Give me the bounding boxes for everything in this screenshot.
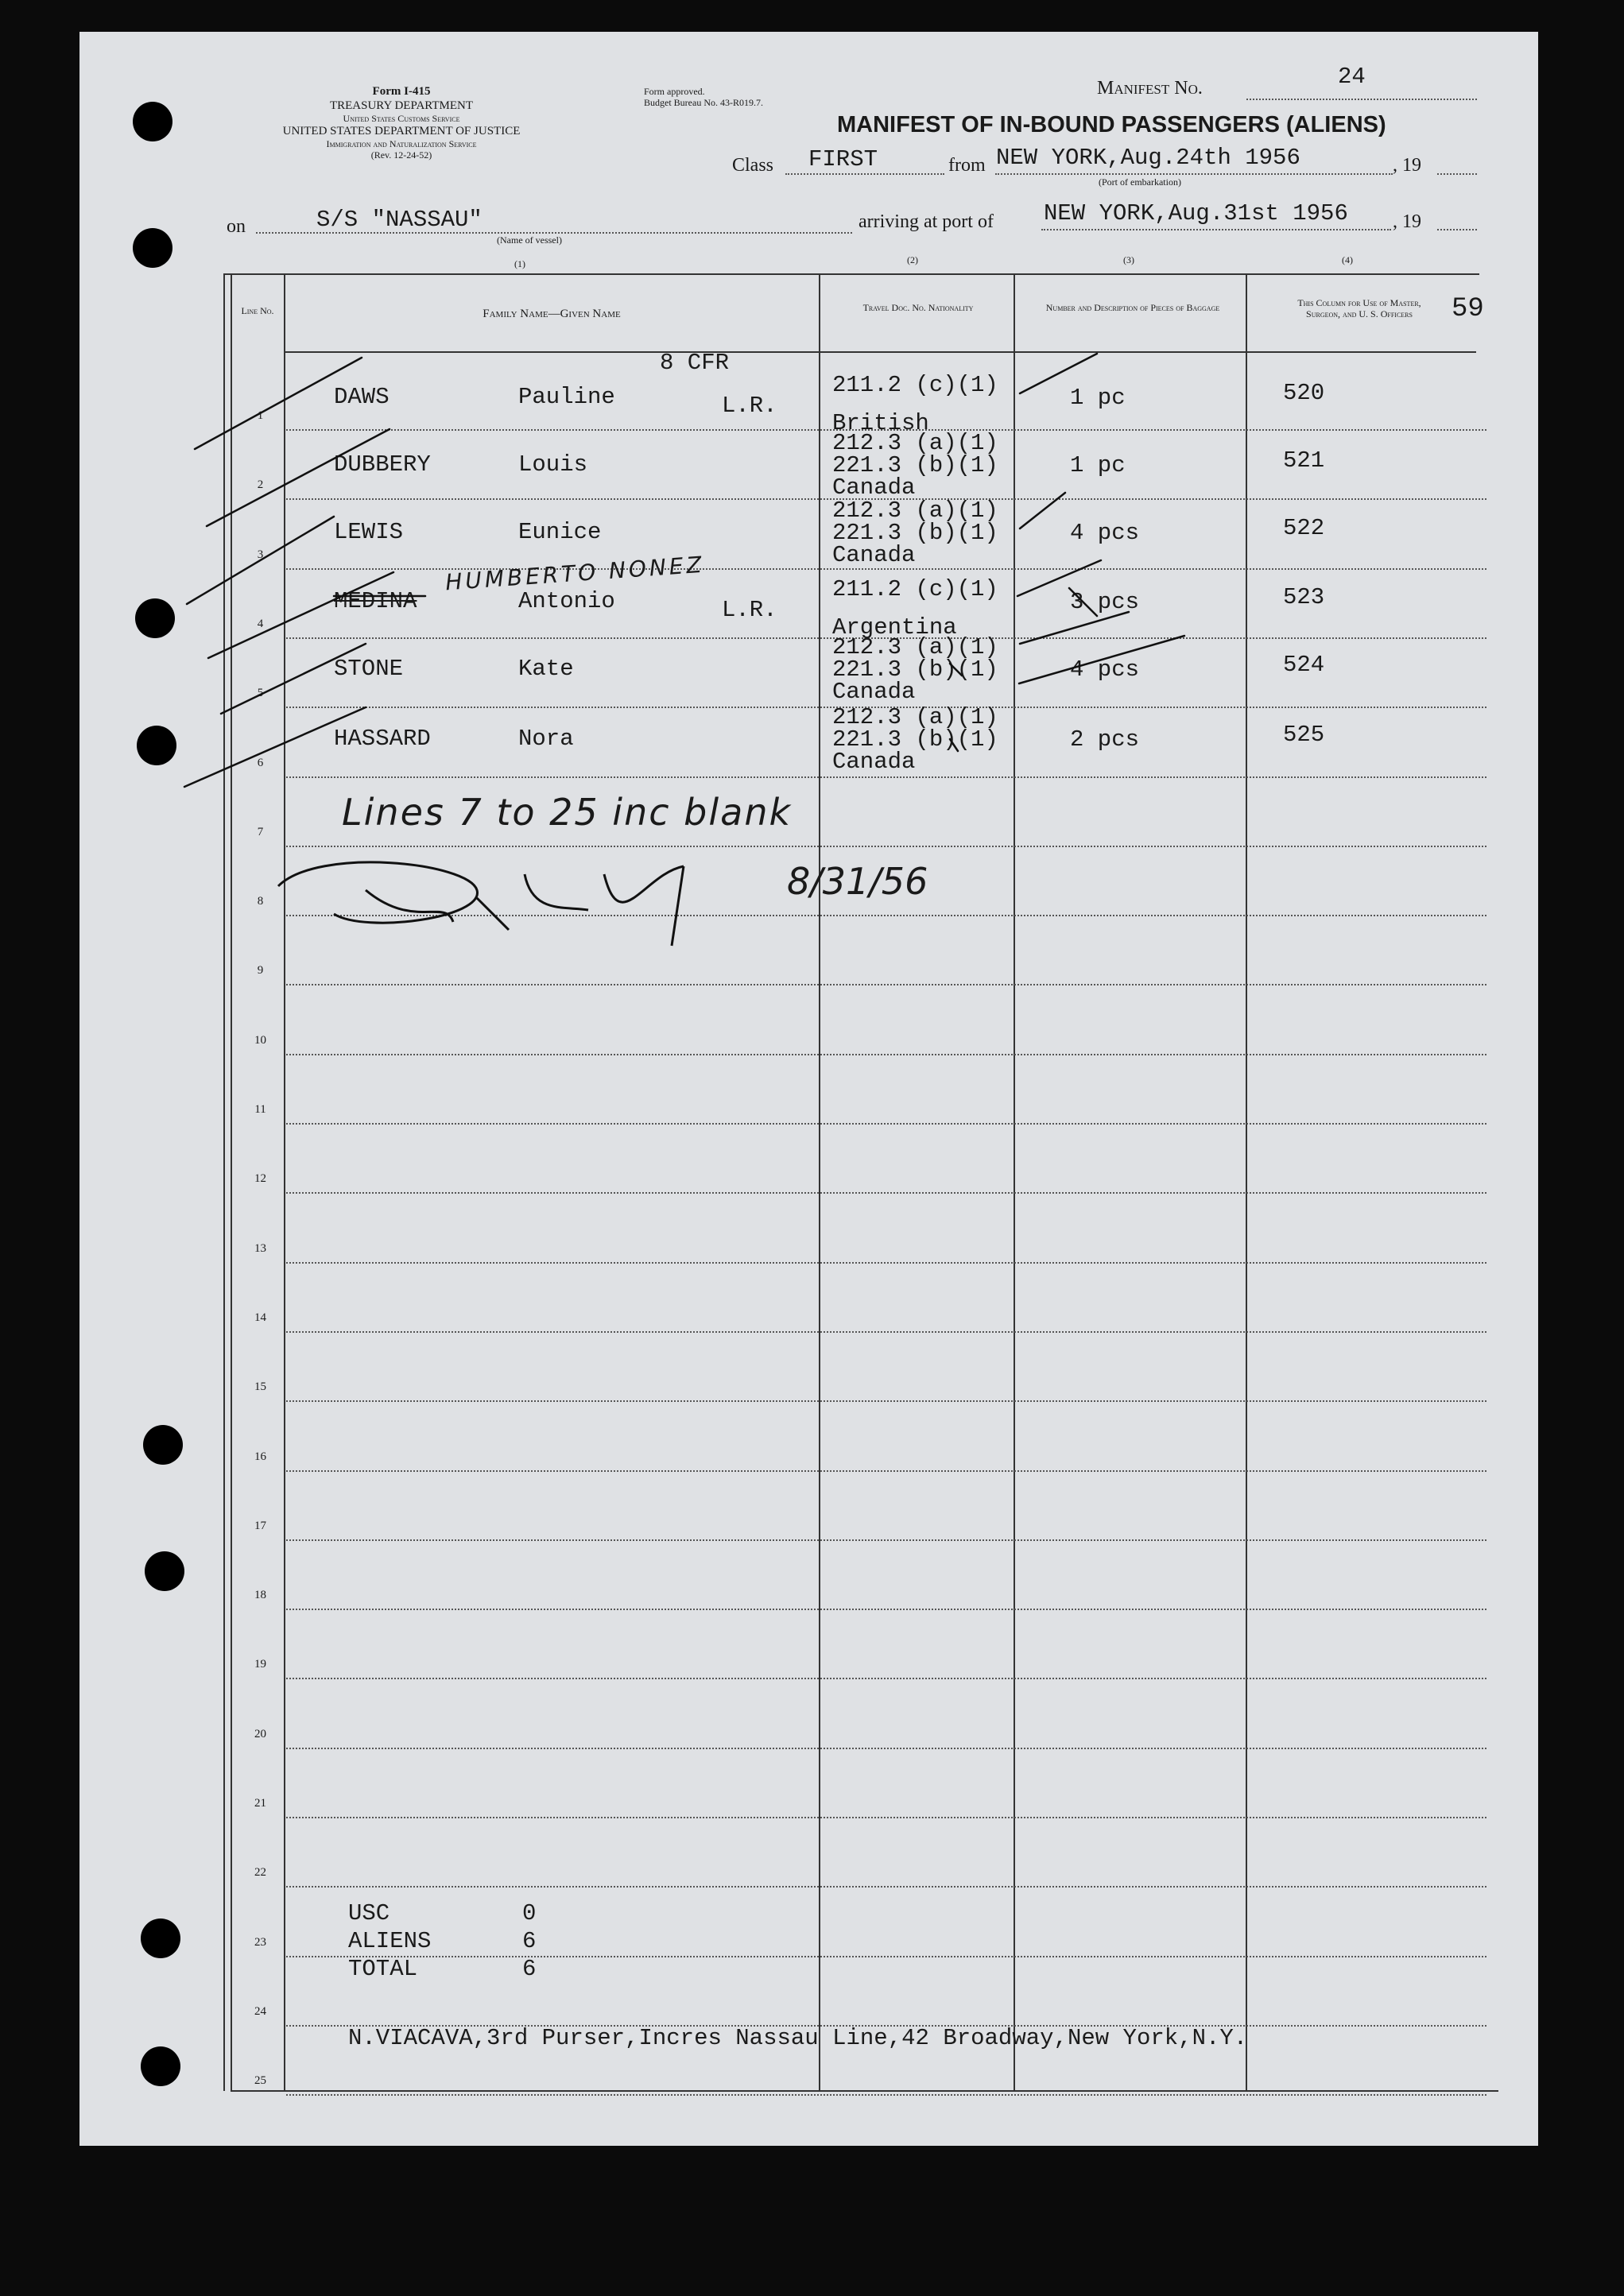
col-number-3: (3) (1123, 254, 1134, 265)
officer-number: 522 (1283, 515, 1325, 541)
line-number: 6 (257, 757, 264, 769)
class-label: Class (732, 155, 774, 176)
approved-label: Form approved. (644, 86, 705, 97)
line-number: 22 (254, 1866, 266, 1879)
officer-number: 521 (1283, 447, 1325, 474)
class-value: FIRST (808, 146, 878, 172)
on-label: on (227, 216, 246, 237)
line-number: 11 (254, 1103, 266, 1116)
check-mark (195, 358, 362, 449)
family-name: MEDINA (334, 588, 417, 614)
col-number-2: (2) (907, 254, 918, 265)
given-name: Louis (518, 451, 588, 478)
line-number: 21 (254, 1797, 266, 1810)
strike-line (1020, 354, 1097, 393)
arriving-value: NEW YORK,Aug.31st 1956 (1044, 200, 1348, 227)
from-value: NEW YORK,Aug.24th 1956 (996, 145, 1300, 171)
strike-line (950, 664, 962, 676)
line-number: 9 (257, 964, 264, 977)
total-value: 0 (522, 1900, 537, 1926)
line-number: 1 (257, 409, 264, 422)
line-number: 14 (254, 1311, 266, 1324)
baggage-count: 4 pcs (1070, 656, 1140, 683)
travel-doc-line: 211.2 (c)(1) (832, 576, 998, 602)
handwritten-replacement-name: HUMBERTO NONEZ (444, 551, 706, 596)
baggage-count: 4 pcs (1070, 520, 1140, 546)
treasury-label: TREASURY DEPARTMENT (329, 99, 474, 112)
strike-line (1020, 493, 1065, 529)
manifest-no-value: 24 (1338, 64, 1366, 90)
baggage-count: 1 pc (1070, 385, 1126, 411)
family-name: LEWIS (334, 519, 404, 545)
travel-doc-line: 212.3 (a)(1) (832, 430, 998, 456)
officers-header: This Column for Use of Master, Surgeon, and U. S. Officers (1297, 297, 1421, 319)
check-mark (187, 517, 334, 604)
travel-doc-line: British (832, 410, 929, 436)
family-name: HASSARD (334, 726, 431, 752)
name-header: Family Name—Given Name (483, 308, 621, 320)
travel-doc-line: Canada (832, 749, 916, 775)
purser-line: N.VIACAVA,3rd Purser,Incres Nassau Line,42 Broadway,New York,N.Y. (348, 2025, 1248, 2051)
line-number: 18 (254, 1589, 266, 1601)
travel-doc-line: 212.3 (a)(1) (832, 498, 998, 524)
line-number: 17 (254, 1520, 266, 1532)
vessel-caption: (Name of vessel) (497, 234, 562, 246)
line-number: 19 (254, 1658, 266, 1671)
line-number: 23 (254, 1936, 266, 1949)
justice-label: UNITED STATES DEPARTMENT OF JUSTICE (282, 125, 521, 137)
line-number: 20 (254, 1728, 266, 1740)
total-value: 6 (522, 1956, 537, 1982)
baggage-count: 3 pcs (1070, 589, 1140, 615)
ins-label: Immigration and Naturalization Service (326, 138, 477, 149)
form-number: Form I-415 (372, 85, 431, 98)
travel-doc-line: 212.3 (a)(1) (832, 704, 998, 730)
cfr-note: 8 CFR (660, 350, 730, 376)
manifest-no-label: Manifest No. (1097, 78, 1203, 99)
given-name: Antonio (518, 588, 615, 614)
page-title: MANIFEST OF IN-BOUND PASSENGERS (ALIENS) (837, 112, 1386, 137)
port-caption: (Port of embarkation) (1099, 176, 1181, 188)
check-mark (208, 572, 393, 658)
handwritten-blank-note: Lines 7 to 25 inc blank (342, 791, 793, 834)
line-number: 8 (257, 895, 264, 908)
travel-doc-line: Canada (832, 474, 916, 501)
line-number: 25 (254, 2074, 266, 2087)
lr-note: L.R. (722, 393, 777, 419)
total-value: 6 (522, 1928, 537, 1954)
line-number: 10 (254, 1034, 266, 1047)
total-label: USC (348, 1900, 390, 1926)
line-number: 4 (257, 618, 264, 630)
budget-label: Budget Bureau No. 43-R019.7. (644, 97, 763, 108)
strike-line (950, 739, 958, 751)
line-number: 5 (257, 687, 264, 699)
vessel-value: S/S "NASSAU" (316, 207, 483, 233)
officers-number: 59 (1452, 294, 1484, 324)
strike-line (1017, 560, 1101, 596)
year-suffix-1: , 19 (1393, 155, 1421, 176)
customs-label: United States Customs Service (343, 113, 460, 124)
travel-doc-line: 221.3 (b)(1) (832, 452, 998, 478)
total-label: ALIENS (348, 1928, 432, 1954)
arriving-label: arriving at port of (859, 211, 994, 232)
signature-date: 8/31/56 (787, 860, 928, 903)
from-label: from (948, 155, 986, 176)
line-number: 16 (254, 1450, 266, 1463)
travel-doc-line: 212.3 (a)(1) (832, 634, 998, 660)
col-number-4: (4) (1342, 254, 1353, 265)
officer-number: 525 (1283, 722, 1325, 748)
strike-line (1019, 636, 1184, 683)
travel-doc-line: 221.3 (b)(1) (832, 520, 998, 546)
travel-doc-line: 221.3 (b)(1) (832, 726, 998, 753)
check-mark (207, 429, 390, 526)
given-name: Nora (518, 726, 574, 752)
check-mark (221, 644, 366, 714)
officer-number: 524 (1283, 652, 1325, 678)
line-number: 24 (254, 2005, 266, 2018)
travel-doc-line: Argentina (832, 614, 957, 641)
check-mark (184, 707, 366, 787)
travel-doc-line: 221.3 (b)(1) (832, 656, 998, 683)
given-name: Eunice (518, 519, 602, 545)
travel-doc-line: Canada (832, 679, 916, 705)
officer-number: 520 (1283, 380, 1325, 406)
line-number: 13 (254, 1242, 266, 1255)
travel-doc-line: 211.2 (c)(1) (832, 372, 998, 398)
total-label: TOTAL (348, 1956, 418, 1982)
revision-label: (Rev. 12-24-52) (370, 149, 432, 161)
signature (270, 842, 779, 954)
line-number: 2 (257, 478, 264, 491)
line-no-header: Line No. (241, 305, 274, 316)
family-name: STONE (334, 656, 404, 682)
lr-note: L.R. (722, 597, 777, 623)
travel-doc-line: Canada (832, 542, 916, 568)
family-name: DAWS (334, 384, 390, 410)
given-name: Pauline (518, 384, 615, 410)
line-number: 12 (254, 1172, 266, 1185)
baggage-count: 1 pc (1070, 452, 1126, 478)
family-name: DUBBERY (334, 451, 431, 478)
line-number: 3 (257, 548, 264, 561)
col-number-1: (1) (514, 258, 525, 269)
baggage-header: Number and Description of Pieces of Baggage (1045, 302, 1220, 313)
line-number: 7 (257, 826, 264, 838)
line-number: 15 (254, 1380, 266, 1393)
given-name: Kate (518, 656, 574, 682)
doc-header: Travel Doc. No. Nationality (862, 302, 974, 313)
officer-number: 523 (1283, 584, 1325, 610)
strike-line (1020, 612, 1129, 644)
year-suffix-2: , 19 (1393, 211, 1421, 232)
strike-line (1069, 588, 1097, 616)
baggage-count: 2 pcs (1070, 726, 1140, 753)
